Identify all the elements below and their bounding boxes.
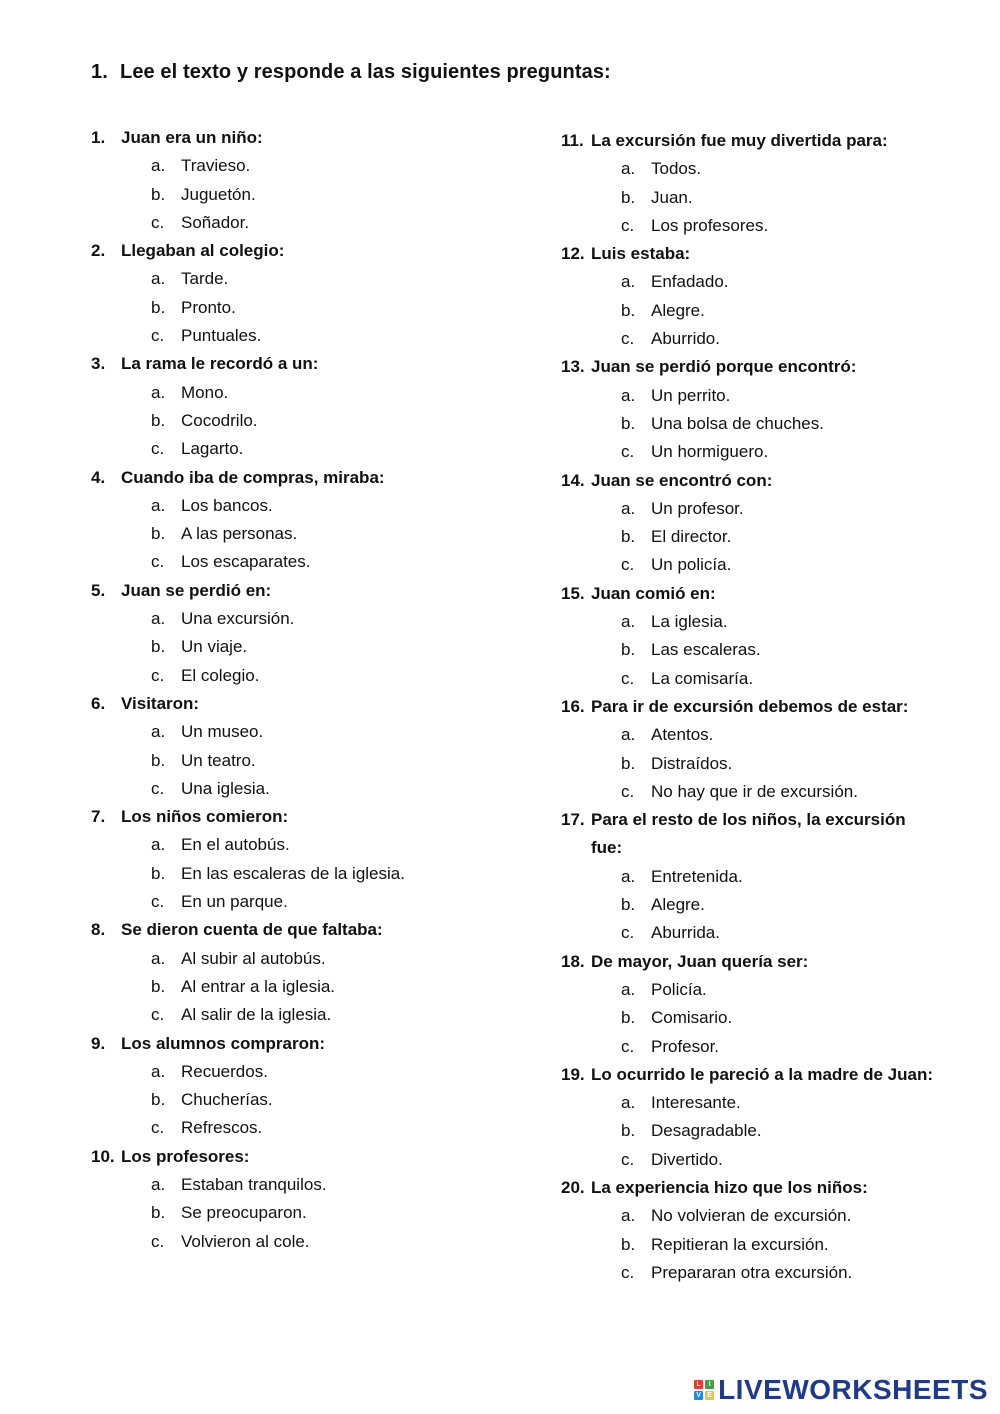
option-text: Un policía. xyxy=(651,555,732,575)
question-line xyxy=(91,690,531,718)
option-letter: c. xyxy=(151,1005,165,1025)
question-number: 16. xyxy=(561,696,585,716)
option-text: Juan. xyxy=(651,187,693,207)
answer-option[interactable] xyxy=(91,775,531,803)
question-number: 6. xyxy=(91,693,106,713)
option-letter: b. xyxy=(151,1203,166,1223)
option-text: Juguetón. xyxy=(181,184,256,204)
answer-option[interactable] xyxy=(91,152,531,180)
option-text: Al subir al autobús. xyxy=(181,948,326,968)
question-item xyxy=(91,1030,531,1143)
question-item xyxy=(91,1143,531,1256)
option-letter: c. xyxy=(621,329,635,349)
option-text: Las escaleras. xyxy=(651,640,761,660)
option-text: Lagarto. xyxy=(181,439,244,459)
answer-option[interactable] xyxy=(561,778,961,806)
answer-option[interactable] xyxy=(561,438,961,466)
answer-option[interactable] xyxy=(91,747,531,775)
option-text: Aburrido. xyxy=(651,329,720,349)
answer-option[interactable] xyxy=(91,181,531,209)
question-text: De mayor, Juan quería ser: xyxy=(591,951,809,971)
option-letter: c. xyxy=(621,781,635,801)
question-number: 17. xyxy=(561,810,585,830)
option-letter: b. xyxy=(621,895,636,915)
option-letter: a. xyxy=(151,609,166,629)
option-letter: b. xyxy=(151,637,166,657)
answer-option[interactable] xyxy=(561,665,961,693)
option-text: Un perrito. xyxy=(651,385,731,405)
option-text: Distraídos. xyxy=(651,753,733,773)
question-line xyxy=(91,237,531,265)
option-text: Recuerdos. xyxy=(181,1061,268,1081)
option-text: Alegre. xyxy=(651,895,705,915)
option-text: En el autobús. xyxy=(181,835,290,855)
answer-option[interactable] xyxy=(561,919,961,947)
answer-option[interactable] xyxy=(91,1171,531,1199)
question-number: 13. xyxy=(561,357,585,377)
answer-option[interactable] xyxy=(561,1033,961,1061)
option-text: Aburrida. xyxy=(651,923,720,943)
option-text: Alegre. xyxy=(651,300,705,320)
question-line xyxy=(561,353,961,381)
option-letter: c. xyxy=(621,1149,635,1169)
question-text: Juan comió en: xyxy=(591,583,716,603)
question-text: Juan se encontró con: xyxy=(591,470,773,490)
answer-option[interactable] xyxy=(561,891,961,919)
answer-option[interactable] xyxy=(91,1058,531,1086)
answer-option[interactable] xyxy=(91,831,531,859)
question-text: La excursión fue muy divertida para: xyxy=(591,131,888,150)
answer-option[interactable] xyxy=(91,1228,531,1256)
answer-option[interactable] xyxy=(561,297,961,325)
question-number: 10. xyxy=(91,1146,115,1166)
question-text: Se dieron cuenta de que faltaba: xyxy=(121,920,383,940)
question-number: 15. xyxy=(561,583,585,603)
option-text: Profesor. xyxy=(651,1036,720,1056)
question-number: 7. xyxy=(91,807,106,827)
question-line xyxy=(561,948,961,976)
option-text: Todos. xyxy=(651,159,702,179)
option-letter: b. xyxy=(151,524,166,544)
answer-option[interactable] xyxy=(91,1199,531,1227)
answer-option[interactable] xyxy=(561,184,961,212)
question-text: Llegaban al colegio: xyxy=(121,241,285,261)
option-letter: a. xyxy=(621,272,636,292)
option-text: Tarde. xyxy=(181,269,229,289)
option-text: La iglesia. xyxy=(651,612,728,632)
question-item xyxy=(91,350,531,463)
question-line xyxy=(91,464,531,492)
option-letter: a. xyxy=(151,269,166,289)
answer-option[interactable] xyxy=(91,435,531,463)
option-letter: b. xyxy=(151,410,166,430)
question-line xyxy=(91,1143,531,1171)
option-letter: b. xyxy=(151,750,166,770)
option-text: Estaban tranquilos. xyxy=(181,1174,327,1194)
answer-option[interactable] xyxy=(91,860,531,888)
option-text: Comisario. xyxy=(651,1008,733,1028)
option-letter: a. xyxy=(151,1061,166,1081)
questions-right-column xyxy=(561,127,961,1287)
answer-option[interactable] xyxy=(561,1146,961,1174)
question-line xyxy=(91,1030,531,1058)
question-line xyxy=(91,577,531,605)
question-number: 9. xyxy=(91,1033,106,1053)
option-text: Entretenida. xyxy=(651,866,743,886)
question-number: 20. xyxy=(561,1177,585,1197)
question-line xyxy=(561,693,961,721)
logo-block: L xyxy=(694,1380,703,1389)
option-text: Los escaparates. xyxy=(181,552,311,572)
answer-option[interactable] xyxy=(91,1001,531,1029)
question-line xyxy=(561,806,961,834)
question-text: Lo ocurrido le pareció a la madre de Juan: xyxy=(591,1064,933,1084)
option-letter: b. xyxy=(621,527,636,547)
option-letter: c. xyxy=(151,326,165,346)
question-text: Los profesores: xyxy=(121,1146,250,1166)
option-text: Cocodrilo. xyxy=(181,410,258,430)
question-line xyxy=(561,467,961,495)
option-letter: b. xyxy=(621,413,636,433)
answer-option[interactable] xyxy=(561,1004,961,1032)
question-item xyxy=(561,1174,961,1287)
questions-left-column xyxy=(91,124,531,1256)
option-letter: c. xyxy=(151,892,165,912)
option-letter: b. xyxy=(621,640,636,660)
question-item xyxy=(91,916,531,1029)
question-number: 19. xyxy=(561,1064,585,1084)
question-text: Para el resto de los niños, la excursión xyxy=(591,810,906,830)
option-letter: b. xyxy=(151,297,166,317)
option-letter: b. xyxy=(621,1008,636,1028)
answer-option[interactable] xyxy=(561,721,961,749)
option-text: Un profesor. xyxy=(651,498,744,518)
option-text: Interesante. xyxy=(651,1093,741,1113)
question-item xyxy=(561,1061,961,1174)
question-text: Los alumnos compraron: xyxy=(121,1033,326,1053)
option-text: Chucherías. xyxy=(181,1090,273,1110)
option-letter: a. xyxy=(151,382,166,402)
option-text: Prepararan otra excursión. xyxy=(651,1262,853,1282)
option-letter: b. xyxy=(151,1090,166,1110)
page-title-number: 1. xyxy=(91,61,108,83)
option-letter: a. xyxy=(621,979,636,999)
option-letter: a. xyxy=(151,722,166,742)
answer-option[interactable] xyxy=(91,322,531,350)
page-title-text: Lee el texto y responde a las siguientes preguntas: xyxy=(120,61,611,83)
answer-option[interactable] xyxy=(91,407,531,435)
option-letter: b. xyxy=(151,976,166,996)
question-number: 12. xyxy=(561,244,585,264)
question-text: La experiencia hizo que los niños: xyxy=(591,1177,868,1197)
answer-option[interactable] xyxy=(561,1089,961,1117)
question-item xyxy=(561,580,961,693)
question-line xyxy=(561,1174,961,1202)
option-letter: a. xyxy=(621,612,636,632)
answer-option[interactable] xyxy=(561,268,961,296)
option-text: Soñador. xyxy=(181,212,250,232)
option-letter: b. xyxy=(621,187,636,207)
question-item xyxy=(561,353,961,466)
question-line xyxy=(561,834,961,862)
option-letter: a. xyxy=(151,835,166,855)
question-number: 5. xyxy=(91,580,106,600)
question-item xyxy=(561,127,961,240)
question-item xyxy=(91,690,531,803)
question-line xyxy=(91,916,531,944)
option-text: Puntuales. xyxy=(181,326,262,346)
option-text: Mono. xyxy=(181,382,229,402)
question-text: Luis estaba: xyxy=(591,244,691,264)
answer-option[interactable] xyxy=(561,495,961,523)
question-text: Juan se perdió en: xyxy=(121,580,272,600)
question-item xyxy=(561,693,961,806)
option-letter: c. xyxy=(621,1262,635,1282)
option-letter: b. xyxy=(621,1234,636,1254)
question-item xyxy=(561,467,961,580)
option-text: Un hormiguero. xyxy=(651,442,769,462)
option-text: Un viaje. xyxy=(181,637,248,657)
option-text: El director. xyxy=(651,527,732,547)
option-letter: b. xyxy=(151,184,166,204)
question-item xyxy=(561,806,961,947)
option-letter: b. xyxy=(621,753,636,773)
answer-option[interactable] xyxy=(561,636,961,664)
answer-option[interactable] xyxy=(561,551,961,579)
answer-option[interactable] xyxy=(561,410,961,438)
question-item xyxy=(91,577,531,690)
option-text: Una bolsa de chuches. xyxy=(651,413,824,433)
question-text: Juan era un niño: xyxy=(121,128,263,147)
answer-option[interactable] xyxy=(561,155,961,183)
answer-option[interactable] xyxy=(561,212,961,240)
logo-text: LIVEWORKSHEETS xyxy=(718,1374,988,1405)
question-number: 3. xyxy=(91,354,106,374)
answer-option[interactable] xyxy=(561,382,961,410)
option-letter: a. xyxy=(621,1093,636,1113)
option-letter: a. xyxy=(151,1174,166,1194)
answer-option[interactable] xyxy=(561,1259,961,1287)
option-letter: a. xyxy=(621,866,636,886)
option-letter: b. xyxy=(621,1121,636,1141)
question-text: Los niños comieron: xyxy=(121,807,289,827)
question-item xyxy=(91,237,531,350)
liveworksheets-logo xyxy=(694,1374,988,1406)
question-line xyxy=(561,580,961,608)
question-text: Juan se perdió porque encontró: xyxy=(591,357,857,377)
question-text: La rama le recordó a un: xyxy=(121,354,319,374)
option-text: Pronto. xyxy=(181,297,236,317)
option-letter: c. xyxy=(151,439,165,459)
logo-block: V xyxy=(694,1391,703,1400)
option-text: Los bancos. xyxy=(181,495,273,515)
answer-option[interactable] xyxy=(91,1086,531,1114)
option-text: Volvieron al cole. xyxy=(181,1231,310,1251)
option-letter: c. xyxy=(151,778,165,798)
answer-option[interactable] xyxy=(91,888,531,916)
answer-option[interactable] xyxy=(91,520,531,548)
option-text: Una iglesia. xyxy=(181,778,270,798)
option-text: En un parque. xyxy=(181,892,288,912)
option-letter: a. xyxy=(151,495,166,515)
option-letter: c. xyxy=(621,668,635,688)
option-letter: c. xyxy=(151,665,165,685)
option-letter: c. xyxy=(621,555,635,575)
question-item xyxy=(91,464,531,577)
question-number: 2. xyxy=(91,241,106,261)
question-item xyxy=(561,948,961,1061)
answer-option[interactable] xyxy=(91,265,531,293)
question-item xyxy=(561,240,961,353)
option-letter: c. xyxy=(621,1036,635,1056)
option-letter: a. xyxy=(621,385,636,405)
logo-block: E xyxy=(705,1391,714,1400)
option-letter: b. xyxy=(151,863,166,883)
option-text: Repitieran la excursión. xyxy=(651,1234,829,1254)
option-letter: a. xyxy=(151,156,166,176)
logo-blocks-icon xyxy=(694,1380,714,1400)
answer-option[interactable] xyxy=(91,605,531,633)
option-text: Enfadado. xyxy=(651,272,729,292)
option-letter: c. xyxy=(621,923,635,943)
question-item xyxy=(91,803,531,916)
option-text: No hay que ir de excursión. xyxy=(651,781,858,801)
option-text: Los profesores. xyxy=(651,215,769,235)
question-text: Visitaron: xyxy=(121,693,200,713)
option-text: Se preocuparon. xyxy=(181,1203,307,1223)
option-letter: c. xyxy=(151,1118,165,1138)
question-item xyxy=(91,124,531,237)
question-number: 11. xyxy=(561,131,584,150)
option-text: La comisaría. xyxy=(651,668,754,688)
answer-option[interactable] xyxy=(561,863,961,891)
question-text: fue: xyxy=(591,838,623,858)
answer-option[interactable] xyxy=(91,548,531,576)
option-letter: c. xyxy=(621,215,635,235)
option-text: Al entrar a la iglesia. xyxy=(181,976,336,996)
question-number: 1. xyxy=(91,128,106,147)
option-letter: a. xyxy=(621,498,636,518)
answer-option[interactable] xyxy=(91,294,531,322)
question-line xyxy=(561,240,961,268)
logo-block: I xyxy=(705,1380,714,1389)
option-text: Policía. xyxy=(651,979,707,999)
question-line xyxy=(91,803,531,831)
answer-option[interactable] xyxy=(561,325,961,353)
question-number: 4. xyxy=(91,467,106,487)
answer-option[interactable] xyxy=(561,1202,961,1230)
answer-option[interactable] xyxy=(561,750,961,778)
answer-option[interactable] xyxy=(561,523,961,551)
question-line xyxy=(561,1061,961,1089)
answer-option[interactable] xyxy=(561,1231,961,1259)
option-text: A las personas. xyxy=(181,524,298,544)
option-letter: c. xyxy=(151,212,165,232)
answer-option[interactable] xyxy=(91,209,531,237)
option-text: No volvieran de excursión. xyxy=(651,1206,852,1226)
answer-option[interactable] xyxy=(91,718,531,746)
option-letter: c. xyxy=(151,1231,165,1251)
option-text: Un museo. xyxy=(181,722,264,742)
option-text: Travieso. xyxy=(181,156,251,176)
option-letter: a. xyxy=(621,159,636,179)
question-number: 8. xyxy=(91,920,106,940)
question-line xyxy=(561,127,961,155)
option-text: Desagradable. xyxy=(651,1121,762,1141)
answer-option[interactable] xyxy=(91,633,531,661)
answer-option[interactable] xyxy=(91,1114,531,1142)
answer-option[interactable] xyxy=(91,945,531,973)
question-text: Cuando iba de compras, miraba: xyxy=(121,467,385,487)
question-number: 18. xyxy=(561,951,585,971)
answer-option[interactable] xyxy=(561,608,961,636)
answer-option[interactable] xyxy=(91,973,531,1001)
answer-option[interactable] xyxy=(91,662,531,690)
answer-option[interactable] xyxy=(91,379,531,407)
option-letter: c. xyxy=(621,442,635,462)
question-text: Para ir de excursión debemos de estar: xyxy=(591,696,909,716)
option-text: Un teatro. xyxy=(181,750,256,770)
option-text: Al salir de la iglesia. xyxy=(181,1005,332,1025)
option-letter: a. xyxy=(151,948,166,968)
option-text: Divertido. xyxy=(651,1149,723,1169)
question-number: 14. xyxy=(561,470,585,490)
option-text: Atentos. xyxy=(651,725,714,745)
option-letter: a. xyxy=(621,1206,636,1226)
option-text: El colegio. xyxy=(181,665,260,685)
question-line xyxy=(91,350,531,378)
option-letter: b. xyxy=(621,300,636,320)
option-letter: c. xyxy=(151,552,165,572)
answer-option[interactable] xyxy=(561,1117,961,1145)
option-text: Refrescos. xyxy=(181,1118,263,1138)
option-text: Una excursión. xyxy=(181,609,295,629)
question-line xyxy=(91,124,531,152)
option-letter: a. xyxy=(621,725,636,745)
answer-option[interactable] xyxy=(561,976,961,1004)
option-text: En las escaleras de la iglesia. xyxy=(181,863,405,883)
page-title xyxy=(91,61,611,84)
answer-option[interactable] xyxy=(91,492,531,520)
